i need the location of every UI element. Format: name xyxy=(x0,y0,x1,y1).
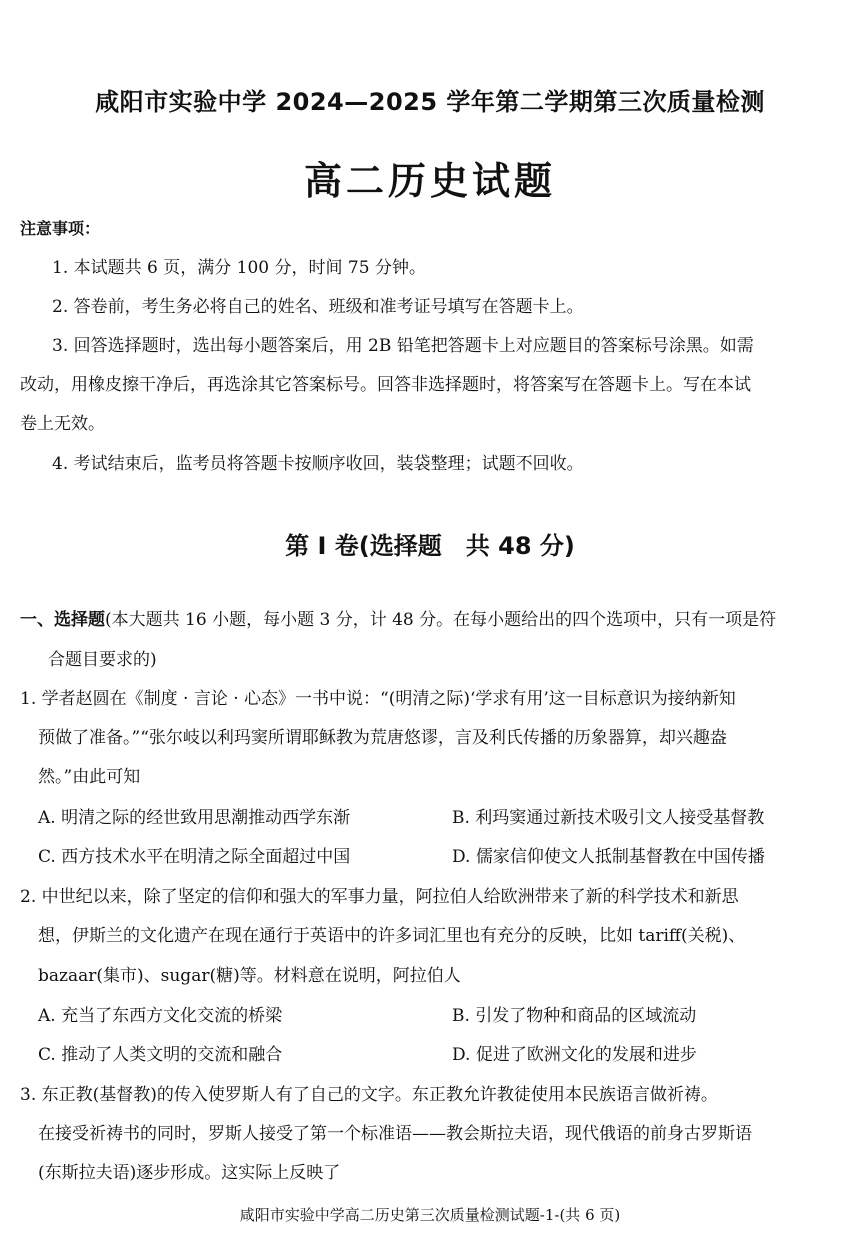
exam-title: 高二历史试题 xyxy=(303,159,556,203)
question-1-line-1: 1. 学者赵圆在《制度 · 言论 · 心态》一书中说：“(明清之际)‘学求有用’这一目标意识为接纳新知 xyxy=(20,689,736,709)
part-intro xyxy=(20,610,776,630)
question-2-option-d[interactable]: D. 促进了欧洲文化的发展和进步 xyxy=(452,1045,697,1065)
notice-heading: 注意事项： xyxy=(20,219,101,238)
school-exam-header: 咸阳市实验中学 2024—2025 学年第二学期第三次质量检测 xyxy=(95,88,765,116)
notice-item-1: 1. 本试题共 6 页，满分 100 分，时间 75 分钟。 xyxy=(52,258,426,278)
notice-item-2: 2. 答卷前，考生务必将自己的姓名、班级和准考证号填写在答题卡上。 xyxy=(52,297,584,317)
part-label: 一、选择题 xyxy=(20,610,105,630)
question-1-line-2: 预做了准备。”“张尔岐以利玛窦所谓耶稣教为荒唐悠谬，言及利氏传播的历象器算，却兴趣盎 xyxy=(38,728,727,748)
question-2-line-3: bazaar(集市)、sugar(糖)等。材料意在说明，阿拉伯人 xyxy=(38,966,461,986)
notice-item-3: 3. 回答选择题时，选出每小题答案后，用 2B 铅笔把答题卡上对应题目的答案标号涂黑。如需 xyxy=(52,336,754,356)
question-1-line-3: 然。”由此可知 xyxy=(38,767,141,787)
question-1-option-d[interactable]: D. 儒家信仰使文人抵制基督教在中国传播 xyxy=(452,847,765,867)
question-3-line-2: 在接受祈祷书的同时，罗斯人接受了第一个标准语——教会斯拉夫语，现代俄语的前身古罗斯语 xyxy=(38,1124,752,1144)
question-1-option-b[interactable]: B. 利玛窦通过新技术吸引文人接受基督教 xyxy=(452,808,765,828)
notice-item-3-cont: 改动，用橡皮擦干净后，再选涂其它答案标号。回答非选择题时，将答案写在答题卡上。写在本试 xyxy=(20,375,751,395)
question-3-line-1: 3. 东正教(基督教)的传入使罗斯人有了自己的文字。东正教允许教徒使用本民族语言做祈祷。 xyxy=(20,1085,718,1105)
question-2-line-1: 2. 中世纪以来，除了坚定的信仰和强大的军事力量，阿拉伯人给欧洲带来了新的科学技术和新思 xyxy=(20,887,739,907)
question-1-option-a[interactable]: A. 明清之际的经世致用思潮推动西学东渐 xyxy=(38,808,351,828)
question-2-option-b[interactable]: B. 引发了物种和商品的区域流动 xyxy=(452,1006,697,1026)
notice-item-3-end: 卷上无效。 xyxy=(20,414,105,434)
page-footer: 咸阳市实验中学高二历史第三次质量检测试题-1-(共 6 页) xyxy=(239,1206,621,1224)
question-2-option-c[interactable]: C. 推动了人类文明的交流和融合 xyxy=(38,1045,283,1065)
part-description-cont: 合题目要求的) xyxy=(48,650,157,670)
question-2-line-2: 想，伊斯兰的文化遗产在现在通行于英语中的许多词汇里也有充分的反映，比如 tariff(关税)、 xyxy=(38,926,746,946)
question-3-line-3: (东斯拉夫语)逐步形成。这实际上反映了 xyxy=(38,1163,341,1183)
question-1-option-c[interactable]: C. 西方技术水平在明清之际全面超过中国 xyxy=(38,847,351,867)
question-2-option-a[interactable]: A. 充当了东西方文化交流的桥梁 xyxy=(38,1006,283,1026)
part-description: (本大题共 16 小题，每小题 3 分，计 48 分。在每小题给出的四个选项中，只有一项是符 xyxy=(105,610,777,630)
notice-item-4: 4. 考试结束后，监考员将答题卡按顺序收回，装袋整理；试题不回收。 xyxy=(52,454,584,474)
section-title: 第 Ⅰ 卷(选择题 共 48 分) xyxy=(285,532,575,560)
